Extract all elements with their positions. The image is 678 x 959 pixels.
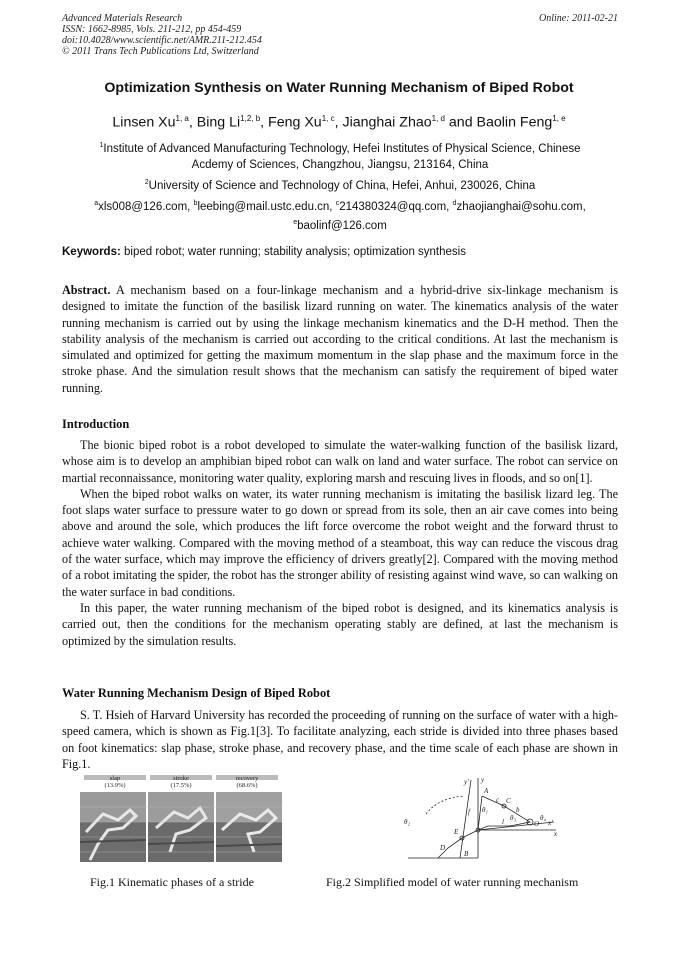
keywords [62,246,618,258]
phase-pct: (68.6%) [236,782,258,789]
phase-pct: (13.9%) [104,782,126,789]
email-sup: e [293,218,298,226]
email-sup: a [94,200,99,207]
label: θ₃ [510,814,516,822]
label: y [481,776,485,784]
label: x' [548,819,553,827]
photo-panel-stroke [148,792,214,862]
introduction-body [62,437,618,649]
author-sep: , [188,114,197,131]
email: baolinf@126.com [297,219,387,232]
email: leebing@mail.ustc.edu.cn, [197,200,336,213]
paragraph: The bionic biped robot is a robot developed to simulate the water-walking function of the basilisk lizard, whose aim is to develop an amphibian biped robot can walk on land and water surface. The robot can service on martial reconnaissance, monitoring water quality, exploring marsh and rescuing lives in floods, and so on[1]. [62,438,618,485]
author-sep: and [444,114,477,131]
author-sep: , [260,114,269,131]
email-sup: d [452,200,457,207]
label: x [554,830,558,838]
label: θ₂ [404,818,410,826]
author-name: Baolin Feng [476,114,553,131]
paragraph: In this paper, the water running mechanism of the biped robot is designed, and its kinematics analysis is carried out, then the conditions for the mechanism operating stably are defined, at last the mechanism is optimized by the simulation results. [62,600,618,648]
paragraph: S. T. Hsieh of Harvard University has recorded the proceeding of running on the surface of water with a high-speed camera, which is shown as Fig.1[3]. To facilitate analyzing, each stride is divided into three phases based on foot kinematics: slap phase, stroke phase, and recovery phase, and the time scale of each phase are shown in Fig.1. [62,708,618,771]
affiliation-text: University of Science and Technology of China, Hefei, Anhui, 230026, China [148,179,536,192]
journal-name: Advanced Materials Research [62,13,183,24]
label: l [502,818,504,826]
label: θ₁ [482,806,488,814]
affiliation-sup: 1 [99,142,104,149]
label: E [454,828,459,836]
online-date: Online: 2011-02-21 [539,13,618,24]
y-prime-axis [460,780,471,858]
email: zhaojianghai@sohu.com, [456,200,586,213]
author-name: Linsen Xu [112,114,176,131]
author-sup: 1, d [431,114,445,123]
figure-2-diagram [398,776,568,864]
email-list [62,196,618,234]
keywords-text: biped robot; water running; stability analysis; optimization synthesis [120,246,466,258]
phase-name: stroke [173,775,189,782]
affiliation-text: Acdemy of Sciences, Changzhou, Jiangsu, 213164, China [191,158,489,171]
affiliation-sup: 2 [144,179,149,186]
label: A [484,787,489,795]
label: f [468,808,470,816]
label: y' [464,778,469,786]
section-heading: Introduction [62,417,130,431]
email-sup: c [335,200,340,207]
label: C [506,797,511,805]
label: B [464,850,469,858]
author-name: Feng Xu [268,114,322,131]
author-sup: 1, a [175,114,189,123]
affiliation-1 [62,138,618,173]
author-name: Bing Li [196,114,241,131]
figure-1-caption: Fig.1 Kinematic phases of a stride [90,875,254,889]
phase-name: recovery [235,775,259,782]
label: O [534,820,540,828]
phase-name: slap [109,775,121,782]
label: θ₄ [540,814,546,822]
figure-2-caption: Fig.2 Simplified model of water running mechanism [326,875,579,889]
abstract [62,282,618,396]
paper-title: Optimization Synthesis on Water Running Mechanism of Biped Robot [104,80,574,96]
author-sup: 1, c [321,114,335,123]
design-body [62,707,618,772]
section-heading: Water Running Mechanism Design of Biped Robot [62,686,331,700]
author-sep: , [334,114,343,131]
label: D [440,844,446,852]
label: b [516,806,520,814]
issn-line: ISSN: 1662-8985, Vols. 211-212, pp 454-459 [62,24,242,35]
photo-panel-slap [80,792,146,862]
abstract-text: A mechanism based on a four-linkage mechanism and a hybrid-drive six-linkage mechanism is designed to imitate the function of the basilisk lizard running on water. The kinematics analysis of the water running mechanism is carried out by using the linkage mechanism kinematics and the D-H method. Then the stability analysis of the mechanism is carried out according to the critical conditions. At last the mechanism is simulated and optimized for getting the maximum momentum in the slap phase and the maximum force in the stroke phase. And the simulation result shows that the mechanism can satisfy the requirement of biped water running. [62,283,618,395]
author-list [40,114,638,131]
arc-guide [426,796,464,814]
phase-pct: (17.5%) [170,782,192,789]
affiliation-text: Institute of Advanced Manufacturing Technology, Hefei Institutes of Physical Science, Chinese [103,142,581,155]
affiliation-2 [62,175,618,194]
photo-panel-recovery [216,792,282,862]
author-name: Jianghai Zhao [342,114,432,131]
label: c [496,796,500,804]
copyright-line: © 2011 Trans Tech Publications Ltd, Switzerland [62,46,259,57]
paragraph: When the biped robot walks on water, its water running mechanism is imitating the basilisk lizard leg. The foot slaps water surface to pressure water to go down or spread from its sole, then an air cave comes into being above and around the sole, which produces the lift force overcome the robot weight and the forward thrust to achieve water walking. Compared with the moving method of a steamboat, this way can reduce the viscous drag of the water surface, which may improve the efficiency of drivers greatly[2]. Compared with the moving method of a robot imitating the spider, the robot has the stronger ability of resisting against wind wave, so can walking on the water surface in bad conditions. [62,486,618,599]
keywords-label: Keywords: [62,246,121,258]
author-sup: 1,2, b [240,114,261,123]
doi-line: doi:10.4028/www.scientific.net/AMR.211-212.454 [62,35,262,46]
email: xls008@126.com, [98,200,194,213]
author-sup: 1, e [552,114,566,123]
abstract-label: Abstract. [62,283,111,297]
figure-1-image [78,772,284,864]
email-sup: b [193,200,198,207]
email: 214380324@qq.com, [339,200,453,213]
journal-header [62,13,618,57]
